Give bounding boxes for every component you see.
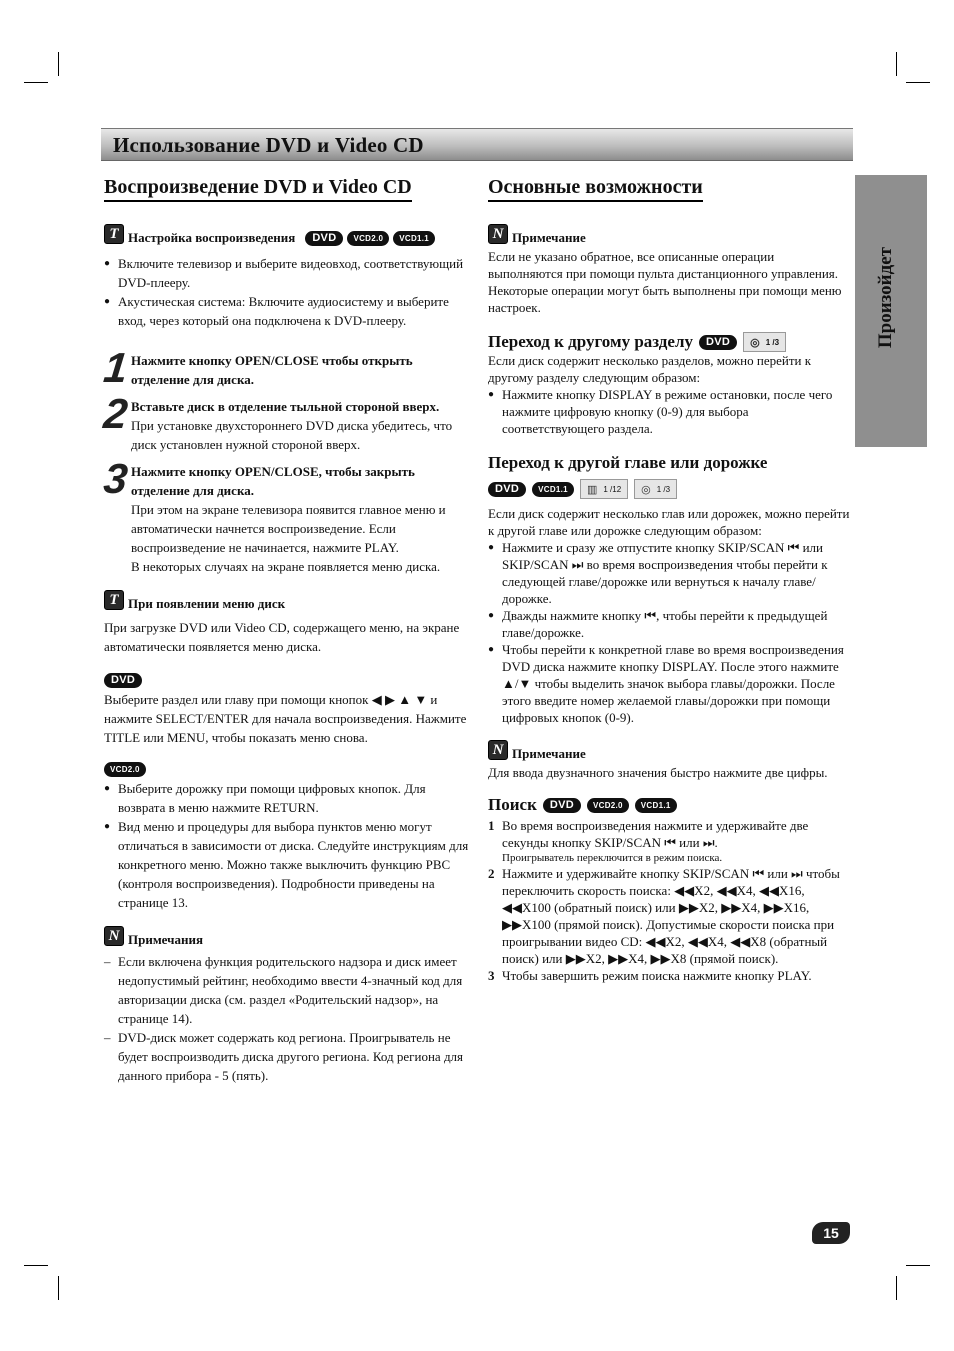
page-number: 15 [812, 1222, 850, 1244]
crop-mark [24, 1265, 48, 1266]
vcd20-badge: VCD2.0 [347, 231, 389, 246]
note1-text: Если не указано обратное, все описанные операции выполняются при помощи пульта дистанционного управления. Некоторые операции могут быть выполнены при помощи меню настроек. [488, 249, 842, 315]
crop-mark [906, 1265, 930, 1266]
step-number: 1 [101, 344, 130, 391]
list-item: ● Чтобы перейти к конкретной главе во время воспроизведения DVD диска нажмите кнопку DISPLAY. После этого нажмите ▲/▼ чтобы выделить значок выбора главы/дорожки. После этого введите номер желаемой главы/дорожки при помощи цифровых кнопок (0-9). [488, 641, 852, 726]
section-intro: Если диск содержит несколько разделов, можно перейти к другому разделу следующим образом: [488, 353, 812, 385]
list-item: – Если включена функция родительского надзора и диск имеет недопустимый рейтинг, необходимо ввести 4-значный код для авторизации диска (см. раздел «Родительский надзор», на странице 14). [104, 952, 469, 1028]
vcd11-badge: VCD1.1 [393, 231, 435, 246]
note1-label: Примечание [512, 230, 586, 245]
chapter-list [488, 539, 852, 726]
list-item: ● Нажмите кнопку DISPLAY в режиме остановки, после чего нажмите цифровую кнопку (0-9) для выбора соответствующего раздела. [488, 386, 852, 437]
dvd-badge: DVD [699, 335, 737, 350]
menu-subheading [104, 590, 469, 610]
section-banner [101, 128, 853, 161]
step-body: При установке двухстороннего DVD диска убедитесь, что диск установлен нужной стороной вверх. [131, 418, 453, 452]
section-list [488, 386, 852, 437]
list-item: ● Вид меню и процедуры для выбора пунктов меню могут отличаться в зависимости от диска. Следуйте инструкциям для конкретного меню. Можно также выключить функцию PBC (контроля воспроизведения). Подробности приведены на странице 13. [104, 817, 469, 912]
setup-label: Настройка воспроизведения [128, 230, 296, 245]
chapter-badges [488, 479, 852, 499]
step-body: При этом на экране телевизора появится главное меню и автоматически начнется воспроизведение. Если воспроизведение не начинается, нажмите PLAY. В некоторых случаях на экране появляется меню диска. [131, 502, 446, 574]
chapter-intro: Если диск содержит несколько глав или дорожек, можно перейти к другой главе или дорожке следующим образом: [488, 506, 850, 538]
list-item: 2 Нажмите и удерживайте кнопку SKIP/SCAN ⏮ или ⏭ чтобы переключить скорость поиска: ◀◀X2, ◀◀X4, ◀◀X16, ◀◀X100 (обратный поиск) или ▶▶X2, ▶▶X4, ▶▶X16, ▶▶X100 (прямой поиск). Допустимые скорости поиска при проигрывании видео CD: ◀◀X2, ◀◀X4, ◀◀X8 (обратный поиск) или ▶▶X2, ▶▶X4, ▶▶X8 (прямой поиск). [488, 866, 840, 966]
side-tab [855, 175, 927, 447]
list-item: 3 Чтобы завершить режим поиска нажмите кнопку PLAY. [488, 968, 812, 983]
search-steps [488, 817, 852, 984]
chapter-osd: ▥ 1 /12 [580, 479, 628, 499]
list-item: – DVD-диск может содержать код региона. Проигрыватель не будет воспроизводить диска другого региона. Код региона для данного прибора - 5 (пять). [104, 1028, 469, 1085]
left-column [101, 176, 469, 1085]
note-icon: N [104, 926, 124, 946]
setup-list [104, 254, 469, 330]
list-item: 1 Во время воспроизведения нажмите и удерживайте две секунды кнопку SKIP/SCAN ⏮ или ⏭. Проигрыватель переключится в режим поиска. [488, 818, 809, 864]
list-item: ● Акустическая система: Включите аудиосистему и выберите вход, через который она подключена к DVD-плееру. [104, 292, 469, 330]
right-column [488, 176, 852, 984]
menu-label: При появлении меню диск [128, 596, 286, 611]
tip-icon: T [104, 590, 124, 610]
notes-list [104, 952, 469, 1085]
list-item: ● Нажмите и сразу же отпустите кнопку SKIP/SCAN ⏮ или SKIP/SCAN ⏭ во время воспроизведения чтобы перейти к следующей главе/дорожке или вернуться к началу главе/дорожке. [488, 539, 852, 607]
list-item: ● Выберите дорожку при помощи цифровых кнопок. Для возврата в меню нажмите RETURN. [104, 779, 469, 817]
notes-label: Примечания [128, 932, 203, 947]
search-title: Поиск DVD VCD2.0 VCD1.1 [488, 795, 852, 815]
step-number: 2 [101, 390, 130, 437]
dvd-badge: DVD [488, 482, 526, 497]
step-head: Нажмите кнопку OPEN/CLOSE, чтобы закрыть отделение для диска. [131, 464, 415, 498]
list-item: ● Включите телевизор и выберите видеовход, соответствующий DVD-плееру. [104, 254, 469, 292]
note-icon: N [488, 740, 508, 760]
crop-mark [58, 52, 59, 76]
disc-icon: ◎ [750, 336, 760, 349]
section-title: Переход к другому разделу DVD ◎ 1 /3 [488, 332, 852, 352]
right-heading: Основные возможности [488, 176, 703, 202]
dvd-badge: DVD [305, 231, 343, 246]
vcd11-badge: VCD1.1 [635, 798, 677, 813]
crop-mark [24, 82, 48, 83]
step-head: Вставьте диск в отделение тыльной стороной вверх. [131, 399, 440, 414]
left-heading: Воспроизведение DVD и Video CD [104, 176, 412, 202]
setup-subheading [104, 224, 469, 244]
dvd-badge: DVD [543, 798, 581, 813]
note2-label: Примечание [512, 746, 586, 761]
crop-mark [906, 82, 930, 83]
side-tab-label: Произойдет [875, 247, 896, 349]
note1-subheading [488, 224, 852, 244]
step-1 [101, 344, 469, 391]
dvd-badge: DVD [104, 673, 142, 688]
crop-mark [896, 52, 897, 76]
step-number: 3 [101, 455, 130, 502]
vcd11-badge: VCD1.1 [532, 482, 574, 497]
title-osd: ◎ 1 /3 [743, 332, 786, 352]
notes-subheading [104, 926, 469, 946]
title-osd: ◎ 1 /3 [634, 479, 677, 499]
vcd20-badge: VCD2.0 [587, 798, 629, 813]
step-head: Нажмите кнопку OPEN/CLOSE чтобы открыть отделение для диска. [131, 353, 413, 387]
disc-icon: ◎ [641, 483, 651, 496]
vcd-list [104, 779, 469, 912]
list-item: ● Дважды нажмите кнопку ⏮, чтобы перейти к предыдущей главе/дорожке. [488, 607, 852, 641]
chapter-title: Переход к другой главе или дорожке [488, 453, 768, 472]
crop-mark [58, 1276, 59, 1300]
note2-subheading [488, 740, 852, 760]
crop-mark [896, 1276, 897, 1300]
dvd-text: Выберите раздел или главу при помощи кнопок ◀ ▶ ▲ ▼ и нажмите SELECT/ENTER для начала воспроизведения. Нажмите TITLE или MENU, чтобы показать меню снова. [104, 692, 467, 745]
banner-title: Использование DVD и Video CD [113, 133, 424, 157]
note2-text: Для ввода двузначного значения быстро нажмите две цифры. [488, 765, 828, 780]
tip-icon: T [104, 224, 124, 244]
vcd20-badge: VCD2.0 [104, 762, 146, 777]
step-3 [101, 455, 469, 576]
note-icon: N [488, 224, 508, 244]
step-2 [101, 390, 469, 454]
menu-text: При загрузке DVD или Video CD, содержащего меню, на экране автоматически появляется меню диска. [104, 620, 460, 654]
film-icon: ▥ [586, 483, 598, 496]
